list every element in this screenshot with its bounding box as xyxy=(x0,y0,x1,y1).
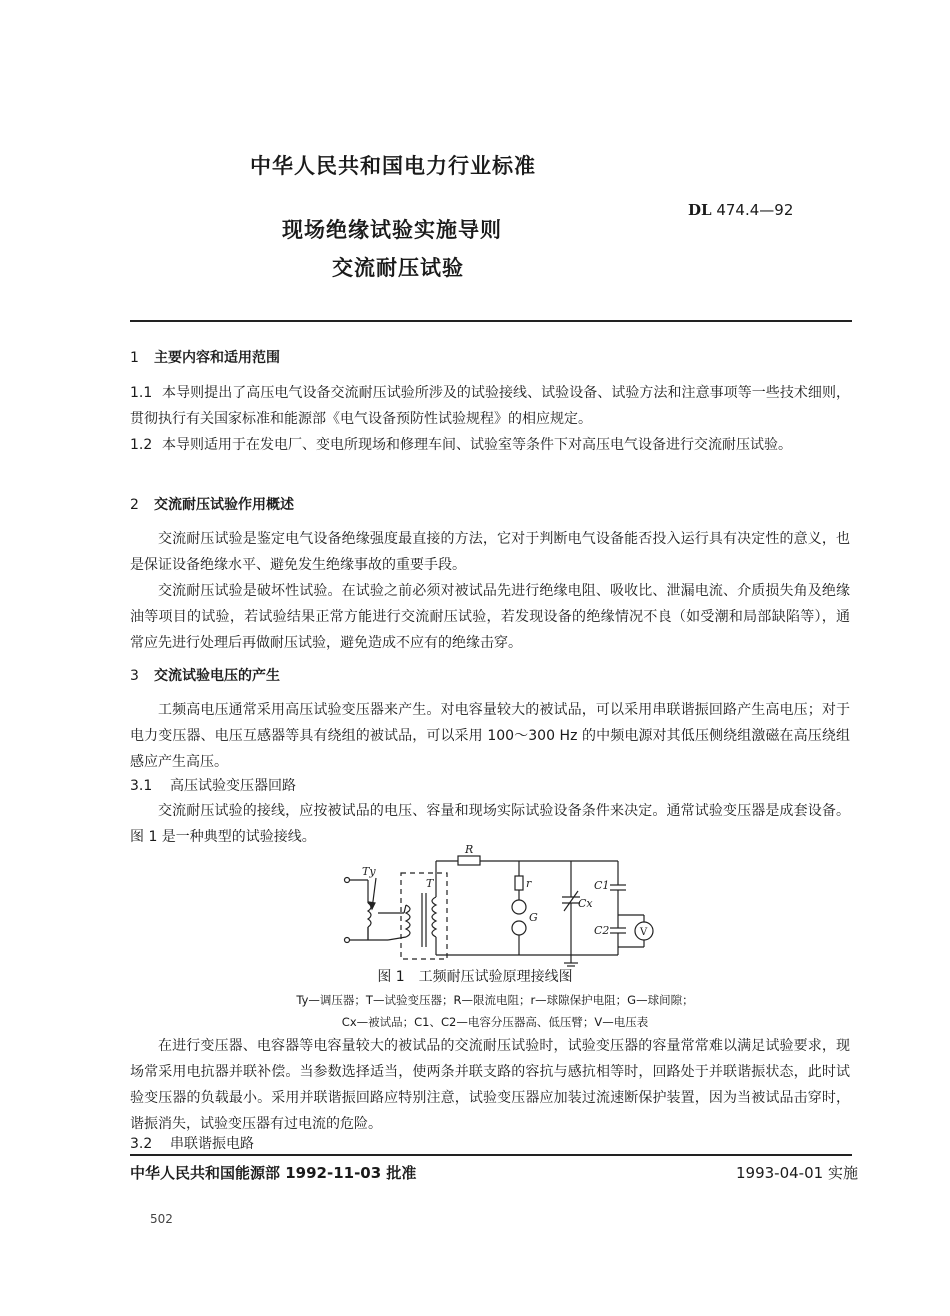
section-2-heading xyxy=(130,494,294,514)
clause-1-2-number: 1.2 xyxy=(130,437,153,453)
section-3-title: 交流试验电压的产生 xyxy=(154,668,280,684)
clause-1-2-text: 本导则适用于在发电厂、变电所现场和修理车间、试验室等条件下对高压电气设备进行交流耐压试验。 xyxy=(162,437,792,453)
limiting-resistor-r xyxy=(458,856,480,865)
section-1-heading xyxy=(130,347,280,367)
effective-date: 1993-04-01 实施 xyxy=(736,1164,858,1182)
label-c1: C1 xyxy=(594,879,610,892)
label-c2: C2 xyxy=(594,924,610,937)
subsection-3-2-number: 3.2 xyxy=(130,1136,153,1152)
doc-code-prefix: DL xyxy=(688,201,712,219)
subsection-3-1-number: 3.1 xyxy=(130,778,153,794)
doc-code-number: 474.4—92 xyxy=(716,201,794,219)
label-t: T xyxy=(426,877,434,890)
subsection-3-1-heading xyxy=(130,775,296,795)
document-subtitle: 交流耐压试验 xyxy=(332,256,464,280)
label-ty: Ty xyxy=(362,865,376,878)
approval-statement: 中华人民共和国能源部 1992-11-03 批准 xyxy=(130,1164,417,1182)
label-v: V xyxy=(640,927,648,938)
subsection-3-2-heading xyxy=(130,1133,254,1153)
figure-legend-line-2: Cx—被试品；C1、C2—电容分压器高、低压臂；V—电压表 xyxy=(341,1015,649,1029)
page-number: 502 xyxy=(150,1212,173,1226)
standard-title: 中华人民共和国电力行业标准 xyxy=(250,154,536,178)
section-2-paragraph-2: 交流耐压试验是破坏性试验。在试验之前必须对被试品先进行绝缘电阻、吸收比、泄漏电流、介质损失角及绝缘油等项目的试验，若试验结果正常方能进行交流耐压试验，若发现设备的绝缘情况不良（如受潮和局部缺陷等），通常应先进行处理后再做耐压试验，避免造成不应有的绝缘击穿。 xyxy=(130,583,850,651)
transformer-primary-coil xyxy=(406,905,410,937)
section-1-number: 1 xyxy=(130,350,139,366)
section-2-paragraph-1: 交流耐压试验是鉴定电气设备绝缘强度最直接的方法，它对于判断电气设备能否投入运行具有决定性的意义，也是保证设备绝缘水平、避免发生绝缘事故的重要手段。 xyxy=(130,531,850,573)
clause-1-1-number: 1.1 xyxy=(130,385,153,401)
section-3-heading xyxy=(130,665,280,685)
footer-divider xyxy=(130,1154,852,1156)
label-cx: Cx xyxy=(578,897,593,910)
document-code xyxy=(688,201,793,219)
input-terminal-top xyxy=(345,878,350,883)
section-2-title: 交流耐压试验作用概述 xyxy=(154,497,294,513)
section-2-number: 2 xyxy=(130,497,139,513)
figure-legend-line-1: Ty—调压器；T—试验变压器；R—限流电阻；r—球隙保护电阻；G—球间隙； xyxy=(296,993,694,1007)
sphere-gap-lower xyxy=(512,921,526,935)
label-r-big: R xyxy=(465,843,474,856)
document-title: 现场绝缘试验实施导则 xyxy=(282,218,502,242)
clause-1-2 xyxy=(130,432,850,458)
header-divider xyxy=(130,320,852,322)
input-terminal-bottom xyxy=(345,938,350,943)
subsection-3-2-title: 串联谐振电路 xyxy=(170,1136,254,1152)
label-r-small: r xyxy=(526,877,532,890)
test-transformer-box xyxy=(401,873,447,959)
subsection-3-1-title: 高压试验变压器回路 xyxy=(170,778,296,794)
subsection-3-1-paragraph-1: 交流耐压试验的接线，应按被试品的电压、容量和现场实际试验设备条件来决定。通常试验变压器是成套设备。图 1 是一种典型的试验接线。 xyxy=(130,803,850,845)
subsection-3-1-paragraph-2: 在进行变压器、电容器等电容量较大的被试品的交流耐压试验时，试验变压器的容量常常难以满足试验要求，现场常采用电抗器并联补偿。当参数选择适当，使两条并联支路的容抗与感抗相等时，回路处于并联谐振状态，此时试验变压器的负载最小。采用并联谐振回路应特别注意，试验变压器应加装过流速断保护装置，因为当被试品击穿时，谐振消失，试验变压器有过电流的危险。 xyxy=(130,1038,850,1132)
circuit-diagram xyxy=(338,843,668,969)
figure-caption: 图 1 工频耐压试验原理接线图 xyxy=(377,969,573,985)
section-3-number: 3 xyxy=(130,668,139,684)
label-g: G xyxy=(529,911,538,924)
gap-protection-resistor xyxy=(515,876,523,890)
sphere-gap-upper xyxy=(512,900,526,914)
transformer-secondary-coil xyxy=(432,897,436,937)
clause-1-1-text: 本导则提出了高压电气设备交流耐压试验所涉及的试验接线、试验设备、试验方法和注意事项等一些技术细则，贯彻执行有关国家标准和能源部《电气设备预防性试验规程》的相应规定。 xyxy=(130,385,850,427)
section-3-paragraph-1: 工频高电压通常采用高压试验变压器来产生。对电容量较大的被试品，可以采用串联谐振回路产生高电压；对于电力变压器、电压互感器等具有绕组的被试品，可以采用 100～300 Hz 的中频电源对其低压侧绕组激磁在高压绕组感应产生高压。 xyxy=(130,702,850,770)
clause-1-1 xyxy=(130,380,850,432)
section-1-title: 主要内容和适用范围 xyxy=(154,350,280,366)
